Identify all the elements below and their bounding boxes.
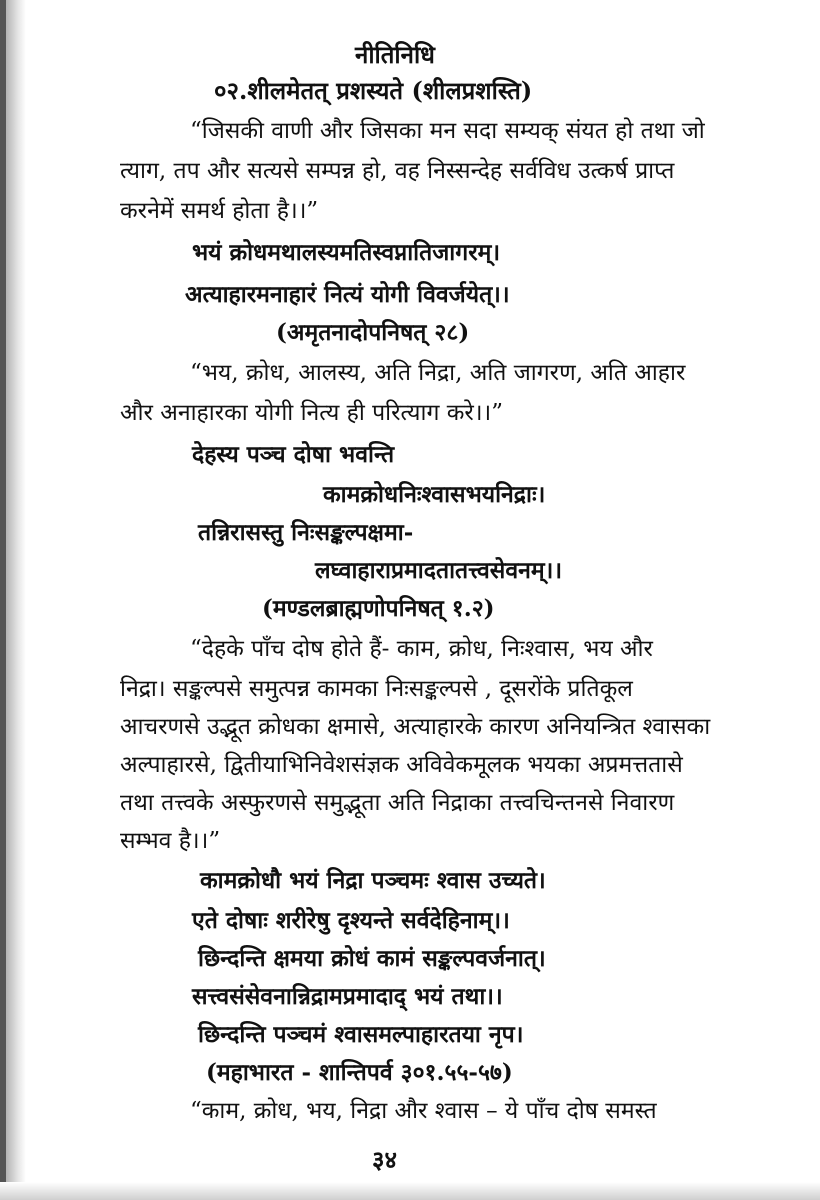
verse3-reference: (महाभारत - शान्तिपर्व ३०१.५५-५७) bbox=[206, 1059, 513, 1086]
para3-line-6: सम्भव है।।” bbox=[120, 828, 221, 854]
book-title: नीतिनिधि bbox=[355, 40, 435, 69]
para2-line-1: “भय, क्रोध, आलस्य, अति निद्रा, अति जागरण, अति आहार bbox=[190, 360, 686, 386]
para2-line-2: और अनाहारका योगी नित्य ही परित्याग करे।।” bbox=[120, 400, 504, 426]
para1-line-2: त्याग, तप और सत्यसे सम्पन्न हो, वह निस्सन्देह सर्वविध उत्कर्ष प्राप्त bbox=[120, 158, 675, 184]
para3-line-1: “देहके पाँच दोष होते हैं- काम, क्रोध, निःश्वास, भय और bbox=[190, 636, 653, 662]
verse2-line-2: कामक्रोधनिःश्वासभयनिद्राः। bbox=[323, 481, 546, 508]
verse3-line-1: कामक्रोधौ भयं निद्रा पञ्चमः श्वास उच्यते। bbox=[200, 867, 546, 894]
verse1-reference: (अमृतनादोपनिषत् २८) bbox=[276, 319, 470, 346]
para3-line-2: निद्रा। सङ्कल्पसे समुत्पन्न कामका निःसङ्कल्पसे , दूसरोंके प्रतिकूल bbox=[120, 676, 633, 702]
verse3-line-2: एते दोषाः शरीरेषु दृश्यन्ते सर्वदेहिनाम्।। bbox=[192, 907, 510, 934]
para4-line-1: “काम, क्रोध, भय, निद्रा और श्वास – ये पाँच दोष समस्त bbox=[190, 1098, 657, 1124]
verse2-reference: (मण्डलब्राह्मणोपनिषत् १.२) bbox=[262, 595, 495, 622]
verse2-line-3: तन्निरासस्तु निःसङ्कल्पक्षमा- bbox=[198, 519, 414, 546]
verse2-line-1: देहस्य पञ्च दोषा भवन्ति bbox=[192, 441, 395, 468]
verse3-line-4: सत्त्वसंसेवनान्निद्रामप्रमादाद् भयं तथा।। bbox=[192, 983, 503, 1010]
section-title: ०२.शीलमेतत् प्रशस्यते (शीलप्रशस्ति) bbox=[214, 76, 533, 105]
para3-line-5: तथा तत्त्वके अस्फुरणसे समुद्भूता अति निद्राका तत्त्वचिन्तनसे निवारण bbox=[120, 790, 675, 816]
verse2-line-4: लघ्वाहाराप्रमादतातत्त्वसेवनम्।। bbox=[315, 557, 563, 584]
para1-line-1: “जिसकी वाणी और जिसका मन सदा सम्यक् संयत हो तथा जो bbox=[190, 118, 705, 144]
page-number: ३४ bbox=[372, 1145, 397, 1174]
para3-line-3: आचरणसे उद्भूत क्रोधका क्षमासे, अत्याहारके कारण अनियन्त्रित श्वासका bbox=[120, 714, 711, 740]
verse3-line-3: छिन्दन्ति क्षमया क्रोधं कामं सङ्कल्पवर्जनात्। bbox=[198, 945, 546, 972]
para1-line-3: करनेमें समर्थ होता है।।” bbox=[120, 198, 319, 224]
page-edge-line bbox=[0, 0, 6, 1200]
verse3-line-5: छिन्दन्ति पञ्चमं श्वासमल्पाहारतया नृप। bbox=[198, 1021, 524, 1048]
page-bottom-edge bbox=[0, 1182, 820, 1200]
verse1-line-1: भयं क्रोधमथालस्यमतिस्वप्नातिजागरम्। bbox=[192, 239, 501, 266]
verse1-line-2: अत्याहारमनाहारं नित्यं योगी विवर्जयेत्।। bbox=[185, 281, 510, 308]
para3-line-4: अल्पाहारसे, द्वितीयाभिनिवेशसंज्ञक अविवेकमूलक भयका अप्रमत्ततासे bbox=[120, 752, 683, 778]
